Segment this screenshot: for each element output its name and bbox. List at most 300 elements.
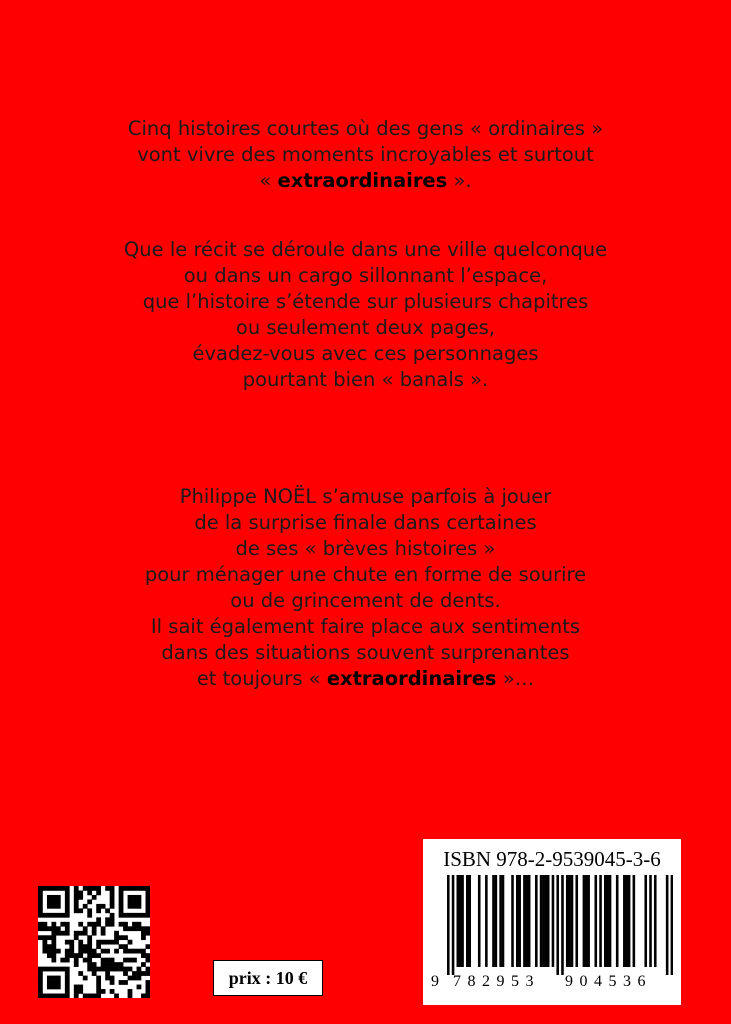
- qr-module: [51, 980, 56, 985]
- qr-module: [123, 967, 128, 972]
- qr-module: [119, 904, 124, 909]
- qr-module: [141, 931, 146, 936]
- qr-module: [74, 953, 79, 958]
- barcode-bar: [654, 875, 657, 967]
- qr-module: [42, 922, 47, 927]
- qr-module: [92, 895, 97, 900]
- qr-module: [146, 985, 150, 990]
- qr-module: [69, 944, 74, 949]
- barcode-bar: [511, 875, 514, 967]
- barcode-bar: [575, 875, 578, 967]
- qr-module: [38, 926, 43, 931]
- qr-module: [47, 886, 52, 891]
- qr-module: [146, 908, 150, 913]
- qr-module: [96, 917, 101, 922]
- barcode-digits-right: 904536: [565, 973, 652, 990]
- qr-module: [78, 953, 83, 958]
- qr-module: [114, 967, 119, 972]
- qr-module: [51, 958, 56, 963]
- qr-module: [69, 940, 74, 945]
- qr-module: [141, 926, 146, 931]
- qr-module: [96, 890, 101, 895]
- qr-module: [51, 935, 56, 940]
- qr-module: [47, 980, 52, 985]
- qr-module: [105, 976, 110, 981]
- qr-module: [92, 926, 97, 931]
- qr-module: [123, 926, 128, 931]
- qr-module: [96, 980, 101, 985]
- qr-module: [137, 922, 142, 927]
- blurb-line: ou dans un cargo sillonnant l’espace,: [183, 264, 548, 287]
- qr-module: [146, 958, 150, 963]
- qr-module: [110, 967, 115, 972]
- qr-module: [101, 931, 106, 936]
- barcode-bar: [609, 875, 612, 967]
- qr-module: [65, 926, 70, 931]
- barcode-bar: [561, 875, 564, 975]
- qr-module: [87, 913, 92, 918]
- barcode-bar: [516, 875, 519, 967]
- barcode-bar: [499, 875, 502, 967]
- qr-module: [146, 971, 150, 976]
- qr-module: [83, 944, 88, 949]
- qr-module: [47, 913, 52, 918]
- qr-module: [128, 949, 133, 954]
- qr-module: [87, 994, 92, 998]
- qr-module: [132, 971, 137, 976]
- qr-module: [38, 994, 43, 998]
- qr-module: [83, 976, 88, 981]
- qr-module: [114, 931, 119, 936]
- barcode-bar: [535, 875, 538, 967]
- barcode-digits: [431, 973, 673, 997]
- qr-module: [65, 967, 70, 972]
- qr-module: [51, 886, 56, 891]
- barcode-bar: [566, 875, 569, 967]
- qr-module: [132, 904, 137, 909]
- qr-module: [123, 971, 128, 976]
- qr-module: [105, 908, 110, 913]
- qr-module: [51, 913, 56, 918]
- qr-module: [87, 935, 92, 940]
- blurb-line: pour ménager une chute en forme de sourire: [144, 563, 587, 586]
- barcode-bar: [587, 875, 590, 967]
- qr-module: [141, 962, 146, 967]
- qr-module: [42, 935, 47, 940]
- qr-module: [74, 989, 79, 994]
- qr-module: [47, 904, 52, 909]
- qr-module: [105, 886, 110, 891]
- qr-module: [56, 931, 61, 936]
- qr-module: [74, 994, 79, 998]
- qr-module: [128, 895, 133, 900]
- qr-module: [38, 895, 43, 900]
- qr-module: [56, 895, 61, 900]
- qr-module: [47, 967, 52, 972]
- qr-module: [105, 940, 110, 945]
- qr-module: [105, 958, 110, 963]
- qr-module: [78, 940, 83, 945]
- barcode-bar: [547, 875, 550, 967]
- qr-module: [42, 994, 47, 998]
- qr-module: [96, 953, 101, 958]
- blurb-line: ou seulement deux pages,: [235, 316, 496, 339]
- barcode-bar: [623, 875, 626, 967]
- qr-module: [65, 940, 70, 945]
- qr-module: [146, 899, 150, 904]
- qr-module: [132, 926, 137, 931]
- barcode-bar: [523, 875, 526, 967]
- qr-module: [65, 994, 70, 998]
- barcode-bar: [552, 875, 555, 967]
- qr-module: [141, 913, 146, 918]
- qr-module: [87, 944, 92, 949]
- barcode-bar: [594, 875, 597, 967]
- qr-module: [114, 994, 119, 998]
- qr-module: [128, 967, 133, 972]
- qr-module: [101, 958, 106, 963]
- qr-module: [83, 958, 88, 963]
- qr-module: [65, 971, 70, 976]
- blurb-line: ou de grincement de dents.: [230, 589, 501, 612]
- qr-module: [92, 931, 97, 936]
- qr-module: [65, 976, 70, 981]
- qr-module: [92, 994, 97, 998]
- qr-module: [47, 994, 52, 998]
- qr-module: [65, 931, 70, 936]
- isbn-label: ISBN 978-2-9539045-3-6: [443, 847, 661, 871]
- barcode-bar: [568, 875, 571, 967]
- qr-module: [87, 899, 92, 904]
- qr-module: [38, 922, 43, 927]
- qr-module: [87, 940, 92, 945]
- qr-module: [87, 949, 92, 954]
- blurb-line: de ses « brèves histoires »: [235, 537, 496, 560]
- qr-module: [65, 985, 70, 990]
- qr-module: [74, 904, 79, 909]
- qr-module: [114, 935, 119, 940]
- qr-module: [51, 994, 56, 998]
- qr-module: [146, 895, 150, 900]
- barcode-bar: [457, 875, 460, 967]
- qr-module: [105, 967, 110, 972]
- qr-module: [87, 922, 92, 927]
- qr-module: [78, 931, 83, 936]
- qr-module: [74, 886, 79, 891]
- barcode-bar: [545, 875, 548, 967]
- qr-module: [47, 976, 52, 981]
- qr-module: [65, 922, 70, 927]
- qr-module: [132, 976, 137, 981]
- qr-module: [137, 899, 142, 904]
- qr-module: [128, 976, 133, 981]
- qr-module: [83, 886, 88, 891]
- blurb-paragraph-1: [0, 116, 731, 194]
- barcode-bar: [616, 875, 619, 967]
- barcode-bar: [556, 875, 559, 975]
- qr-module: [65, 913, 70, 918]
- qr-module: [87, 967, 92, 972]
- barcode-bar: [644, 875, 647, 967]
- qr-module: [105, 971, 110, 976]
- barcode-bar: [606, 875, 609, 967]
- qr-module: [101, 967, 106, 972]
- qr-module: [96, 886, 101, 891]
- qr-module: [42, 913, 47, 918]
- qr-module: [78, 971, 83, 976]
- qr-module: [141, 949, 146, 954]
- qr-module: [141, 886, 146, 891]
- qr-module: [60, 922, 65, 927]
- barcode-bar: [452, 875, 455, 975]
- qr-module: [92, 949, 97, 954]
- qr-module: [105, 962, 110, 967]
- qr-module: [123, 949, 128, 954]
- qr-module: [87, 953, 92, 958]
- qr-module: [110, 958, 115, 963]
- qr-module: [38, 890, 43, 895]
- qr-module: [42, 944, 47, 949]
- barcode-bar: [495, 875, 498, 967]
- qr-module: [65, 989, 70, 994]
- qr-module: [114, 949, 119, 954]
- qr-module: [119, 980, 124, 985]
- blurb-line: que l’histoire s’étende sur plusieurs chapitres: [142, 290, 589, 313]
- qr-module: [83, 994, 88, 998]
- qr-module: [87, 886, 92, 891]
- blurb-line: « extraordinaires ».: [259, 169, 472, 192]
- qr-module: [110, 890, 115, 895]
- qr-module: [110, 895, 115, 900]
- qr-module: [96, 908, 101, 913]
- qr-module: [114, 962, 119, 967]
- qr-module: [132, 949, 137, 954]
- qr-module: [83, 949, 88, 954]
- qr-module: [51, 940, 56, 945]
- qr-module: [110, 980, 115, 985]
- qr-module: [137, 976, 142, 981]
- qr-module: [56, 913, 61, 918]
- barcode-bar: [571, 875, 574, 967]
- qr-module: [51, 904, 56, 909]
- qr-module: [51, 949, 56, 954]
- qr-module: [87, 908, 92, 913]
- qr-module: [119, 962, 124, 967]
- qr-module: [51, 926, 56, 931]
- qr-module: [47, 895, 52, 900]
- blurb-line: évadez-vous avec ces personnages: [192, 342, 539, 365]
- qr-module: [137, 971, 142, 976]
- qr-module: [47, 985, 52, 990]
- qr-module: [47, 935, 52, 940]
- barcode-bar: [518, 875, 521, 967]
- barcode-bar: [604, 875, 607, 967]
- qr-module: [110, 989, 115, 994]
- qr-module: [74, 985, 79, 990]
- qr-module: [146, 953, 150, 958]
- qr-module: [137, 926, 142, 931]
- qr-module: [38, 886, 43, 891]
- qr-module: [74, 958, 79, 963]
- barcode-bar: [468, 875, 471, 967]
- qr-module: [110, 917, 115, 922]
- qr-module: [128, 886, 133, 891]
- qr-module: [38, 908, 43, 913]
- qr-module: [51, 895, 56, 900]
- qr-module: [74, 890, 79, 895]
- qr-module: [65, 890, 70, 895]
- qr-module: [110, 962, 115, 967]
- qr-module: [65, 908, 70, 913]
- qr-module: [137, 949, 142, 954]
- blurb-line: Que le récit se déroule dans une ville quelconque: [123, 238, 608, 261]
- qr-module: [78, 944, 83, 949]
- qr-module: [51, 976, 56, 981]
- qr-module: [119, 895, 124, 900]
- qr-module: [105, 922, 110, 927]
- qr-module: [38, 971, 43, 976]
- qr-module: [65, 886, 70, 891]
- qr-module: [65, 958, 70, 963]
- qr-module: [78, 989, 83, 994]
- qr-module: [92, 953, 97, 958]
- barcode-bar: [583, 875, 586, 967]
- qr-module: [56, 899, 61, 904]
- qr-module: [47, 953, 52, 958]
- qr-module: [51, 899, 56, 904]
- qr-module: [51, 953, 56, 958]
- qr-module: [92, 962, 97, 967]
- qr-module: [78, 895, 83, 900]
- qr-module: [96, 940, 101, 945]
- barcode-bar: [526, 875, 529, 967]
- qr-module: [128, 989, 133, 994]
- qr-module: [96, 922, 101, 927]
- qr-module: [38, 985, 43, 990]
- qr-module: [128, 926, 133, 931]
- qr-module: [83, 931, 88, 936]
- blurb-line: Cinq histoires courtes où des gens « ordinaires »: [127, 117, 604, 140]
- qr-module: [51, 931, 56, 936]
- qr-module: [105, 949, 110, 954]
- qr-module: [146, 890, 150, 895]
- qr-module: [74, 931, 79, 936]
- qr-module: [110, 886, 115, 891]
- barcode-digits-left: 782953: [453, 973, 540, 990]
- qr-module: [128, 899, 133, 904]
- qr-module: [42, 926, 47, 931]
- qr-module: [141, 953, 146, 958]
- qr-module: [56, 976, 61, 981]
- qr-module: [110, 976, 115, 981]
- qr-module: [96, 904, 101, 909]
- qr-module: [119, 890, 124, 895]
- barcode-bar: [492, 875, 495, 967]
- qr-module: [38, 967, 43, 972]
- qr-module: [101, 926, 106, 931]
- qr-module: [132, 922, 137, 927]
- qr-module: [146, 994, 150, 998]
- qr-module: [92, 971, 97, 976]
- blurb-line: pourtant bien « banals ».: [242, 368, 489, 391]
- barcode-bar: [649, 875, 652, 967]
- qr-module: [137, 895, 142, 900]
- qr-module: [146, 931, 150, 936]
- qr-module: [65, 904, 70, 909]
- qr-module: [78, 985, 83, 990]
- qr-module: [114, 940, 119, 945]
- qr-module: [119, 935, 124, 940]
- blurb-paragraph-3: [0, 484, 731, 692]
- qr-module: [141, 994, 146, 998]
- barcode-bar: [540, 875, 543, 967]
- qr-module: [123, 886, 128, 891]
- qr-module: [110, 913, 115, 918]
- qr-module: [56, 886, 61, 891]
- qr-module: [42, 940, 47, 945]
- qr-module: [42, 886, 47, 891]
- qr-module: [101, 949, 106, 954]
- qr-module: [105, 917, 110, 922]
- qr-module: [123, 922, 128, 927]
- qr-module: [56, 985, 61, 990]
- qr-module: [119, 944, 124, 949]
- qr-module: [38, 980, 43, 985]
- qr-module: [87, 962, 92, 967]
- qr-module: [65, 980, 70, 985]
- barcode-bar: [666, 875, 669, 975]
- qr-module: [119, 908, 124, 913]
- qr-module: [119, 899, 124, 904]
- qr-module: [78, 949, 83, 954]
- qr-module: [128, 913, 133, 918]
- qr-module: [60, 994, 65, 998]
- qr-module: [146, 904, 150, 909]
- blurb-line: vont vivre des moments incroyables et surtout: [137, 143, 594, 166]
- qr-module: [137, 985, 142, 990]
- blurb-line: Il sait également faire place aux sentiments: [150, 615, 581, 638]
- barcode-bar: [447, 875, 450, 975]
- isbn-barcode: [423, 839, 681, 1005]
- qr-module: [56, 904, 61, 909]
- qr-module: [128, 904, 133, 909]
- qr-module: [92, 967, 97, 972]
- qr-module: [132, 913, 137, 918]
- qr-module: [83, 904, 88, 909]
- qr-module: [38, 913, 43, 918]
- qr-module: [87, 958, 92, 963]
- qr-module: [96, 944, 101, 949]
- barcode-bar: [459, 875, 462, 967]
- qr-module: [119, 886, 124, 891]
- qr-module: [110, 940, 115, 945]
- qr-module: [38, 976, 43, 981]
- qr-module: [51, 944, 56, 949]
- qr-module: [96, 994, 101, 998]
- barcode-bars: [431, 875, 673, 975]
- barcode-bar: [671, 875, 673, 975]
- qr-module: [51, 985, 56, 990]
- barcode-bar: [599, 875, 602, 967]
- blurb-line: dans des situations souvent surprenantes: [161, 641, 570, 664]
- qr-module: [51, 967, 56, 972]
- qr-module: [56, 980, 61, 985]
- qr-module: [78, 890, 83, 895]
- barcode-bar: [478, 875, 481, 967]
- qr-module: [119, 922, 124, 927]
- qr-module: [128, 958, 133, 963]
- qr-module: [78, 922, 83, 927]
